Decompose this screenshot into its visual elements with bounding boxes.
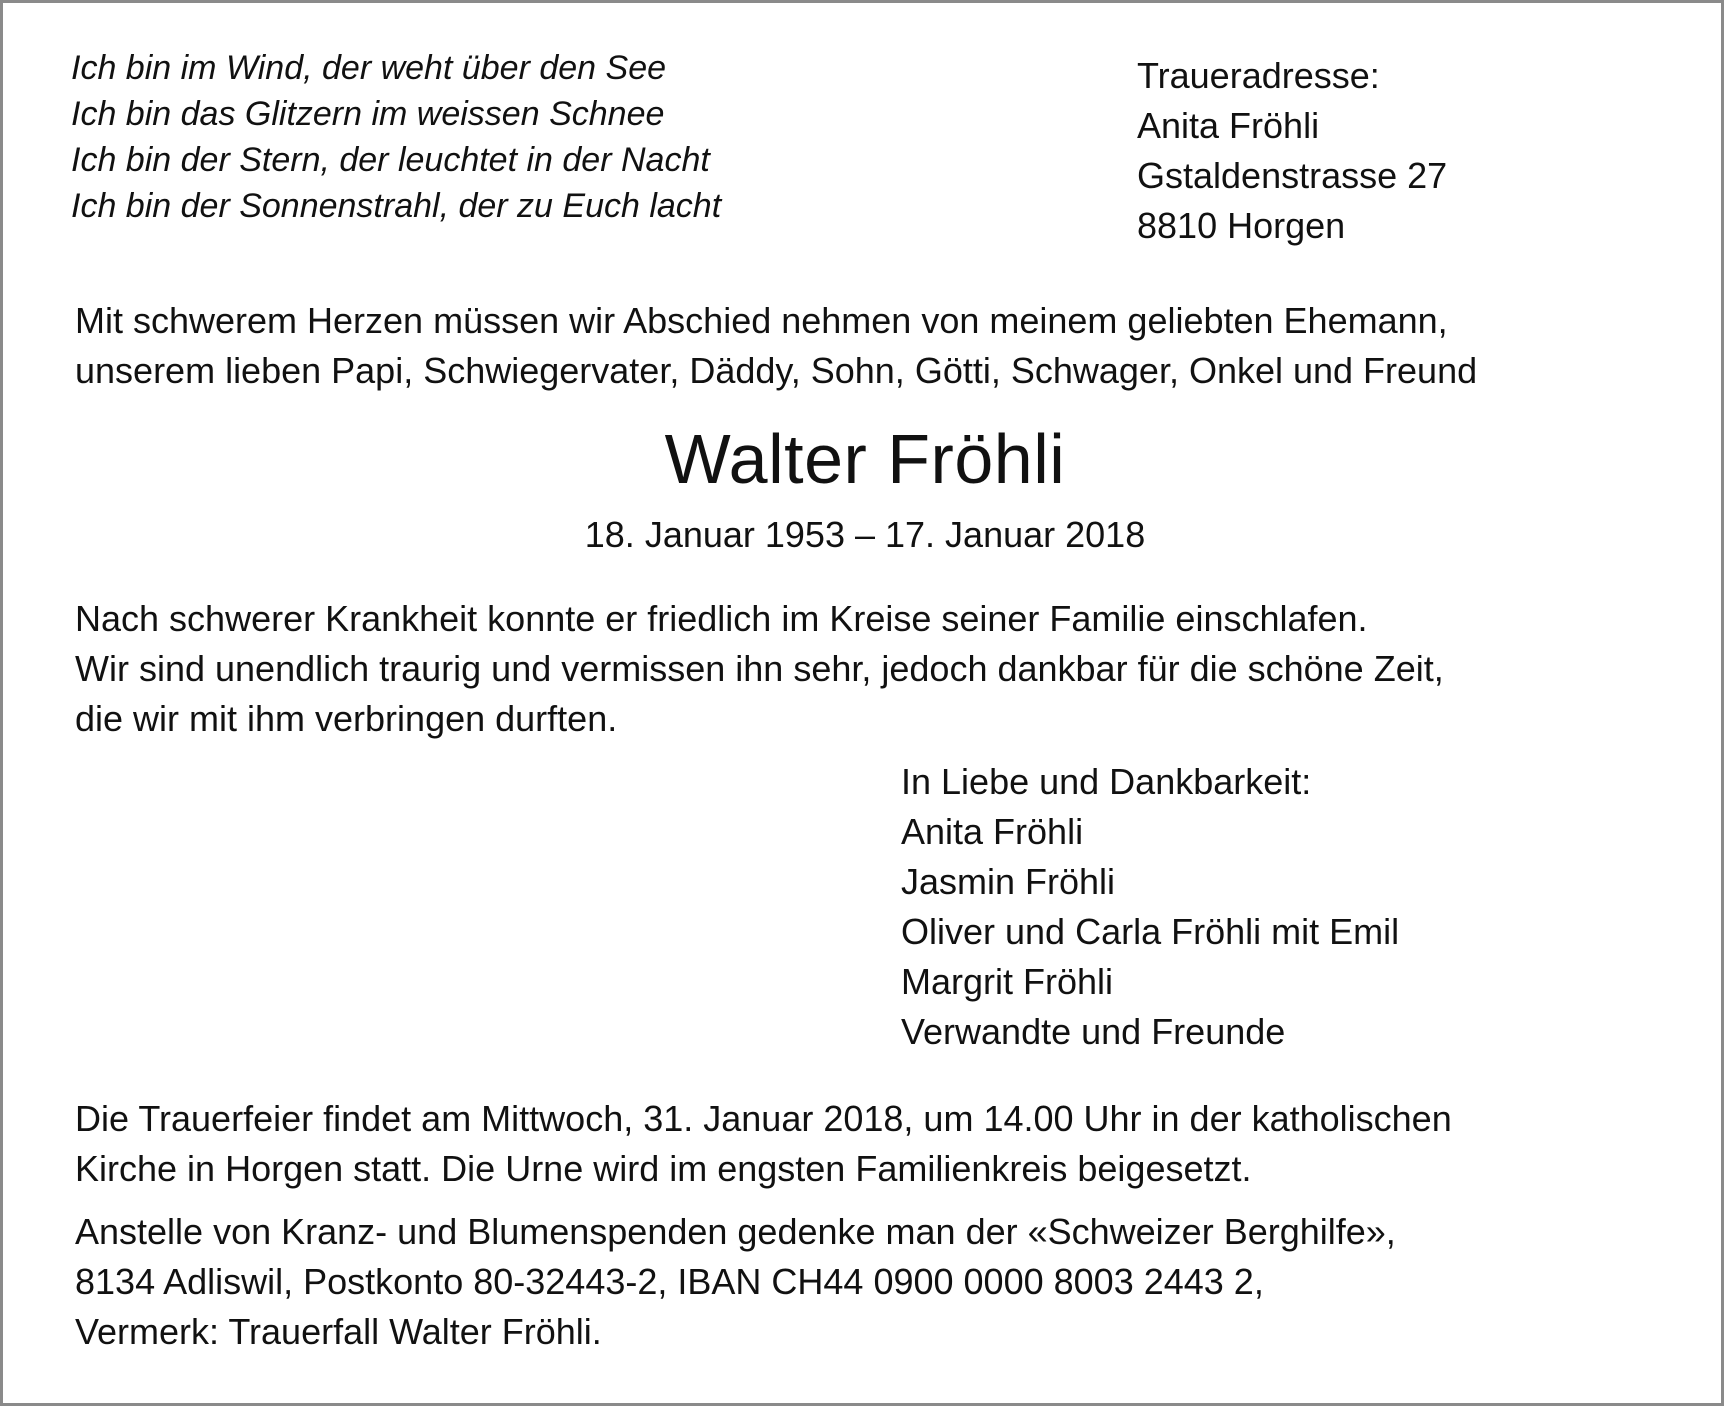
address-name: Anita Fröhli [1137,105,1320,146]
mourner-name: Margrit Fröhli [901,961,1114,1002]
mourner-name: Oliver und Carla Fröhli mit Emil [901,911,1400,952]
mourning-address [1137,51,1697,251]
mourner-name: Verwandte und Freunde [901,1011,1286,1052]
ceremony-line: Kirche in Horgen statt. Die Urne wird im engsten Familienkreis beigesetzt. [75,1148,1252,1189]
mourner-name: Anita Fröhli [901,811,1084,852]
message-text [75,594,1695,744]
ceremony-line: Die Trauerfeier findet am Mittwoch, 31. Januar 2018, um 14.00 Uhr in der katholischen [75,1098,1452,1139]
message-line: Wir sind unendlich traurig und vermissen ihn sehr, jedoch dankbar für die schöne Zeit, [75,648,1444,689]
poem-line: Ich bin der Stern, der leuchtet in der Nacht [71,141,710,179]
message-line: Nach schwerer Krankheit konnte er friedlich im Kreise seiner Familie einschlafen. [75,598,1368,639]
intro-text [75,296,1695,396]
deceased-name: Walter Fröhli [664,420,1066,498]
address-heading: Traueradresse: [1137,55,1380,96]
message-line: die wir mit ihm verbringen durften. [75,698,618,739]
address-street: Gstaldenstrasse 27 [1137,155,1448,196]
intro-line: Mit schwerem Herzen müssen wir Abschied nehmen von meinem geliebten Ehemann, [75,300,1448,341]
poem-line: Ich bin der Sonnenstrahl, der zu Euch lacht [71,187,722,225]
poem-line: Ich bin im Wind, der weht über den See [71,49,667,87]
life-dates: 18. Januar 1953 – 17. Januar 2018 [584,514,1146,555]
donation-line: Anstelle von Kranz- und Blumenspenden gedenke man der «Schweizer Berghilfe», [75,1211,1396,1252]
mourners-list [901,757,1691,1057]
donation-line: Vermerk: Trauerfall Walter Fröhli. [75,1311,602,1352]
mourner-name: Jasmin Fröhli [901,861,1116,902]
address-city: 8810 Horgen [1137,205,1346,246]
donation-info [75,1207,1695,1357]
poem-line: Ich bin das Glitzern im weissen Schnee [71,95,665,133]
donation-line: 8134 Adliswil, Postkonto 80-32443-2, IBAN CH44 0900 0000 8003 2443 2, [75,1261,1264,1302]
ceremony-info [75,1094,1695,1194]
intro-line: unserem lieben Papi, Schwiegervater, Däddy, Sohn, Götti, Schwager, Onkel und Freund [75,350,1478,391]
mourners-heading: In Liebe und Dankbarkeit: [901,761,1312,802]
poem [71,45,971,229]
